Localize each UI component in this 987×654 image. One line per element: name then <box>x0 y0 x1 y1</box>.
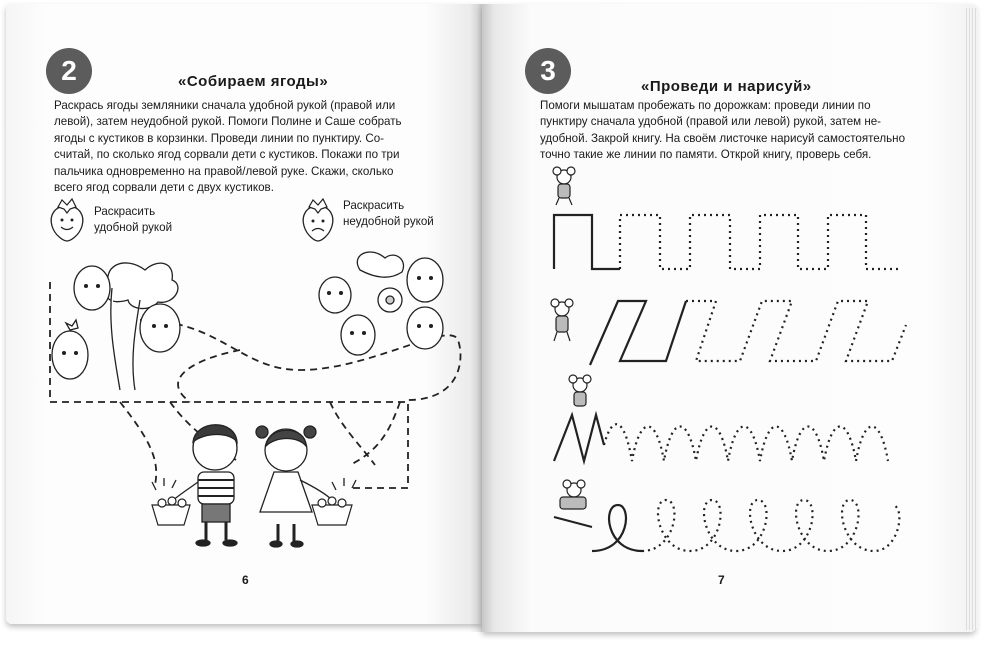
page-edges <box>966 8 978 630</box>
boy-figure <box>168 425 237 546</box>
task-number-badge: 2 <box>46 48 92 94</box>
mouse-icon <box>551 299 573 341</box>
instruction-line: удобной. Закрой книгу. На своём листочке нарисуй самостоятельно <box>540 131 906 145</box>
instruction-line: пунктиру сначала удобной (правой или левой) рукой, затем не- <box>540 115 882 129</box>
solid-trace-line <box>590 301 686 365</box>
strawberry-icon <box>46 196 88 242</box>
task-number-badge: 3 <box>525 48 571 94</box>
strawberry-icon <box>298 196 338 242</box>
basket-icon <box>152 497 190 525</box>
task-title: «Собираем ягоды» <box>178 73 329 90</box>
task-instructions <box>540 98 918 164</box>
instruction-line: ягоды с кустиков в корзинки. Проведи линии по пунктиру. Со- <box>54 131 385 145</box>
instruction-line: считай, по сколько ягод сорвали дети с кустиков. Покажи по три <box>54 148 400 162</box>
task-title: «Проведи и нарисуй» <box>641 78 812 95</box>
task-instructions <box>54 98 434 196</box>
left-strawberry-bush <box>52 263 180 390</box>
legend-inconvenient <box>343 198 434 230</box>
arrow-marks <box>152 478 356 490</box>
instruction-line: левой), затем неудобной рукой. Помоги Полине и Саше собрать <box>54 115 402 129</box>
dotted-trace-line <box>620 215 900 269</box>
legend-convenient <box>94 204 172 236</box>
page-number-left: 6 <box>242 573 249 587</box>
dotted-trace-line <box>686 301 906 361</box>
instruction-line: точно такие же линии по памяти. Открой книгу, проверь себя. <box>540 148 872 162</box>
mouse-icon <box>554 480 592 527</box>
right-strawberry-bush <box>319 252 443 355</box>
legend-line: удобной рукой <box>94 221 173 234</box>
dotted-trace-line <box>604 424 888 461</box>
dotted-trace-line <box>642 500 899 551</box>
tracing-exercises <box>540 165 920 575</box>
basket-icon <box>312 497 352 525</box>
instruction-line: пальчика одновременно на правой/левой руке. Скажи, сколько <box>54 164 394 178</box>
mouse-icon <box>569 375 591 406</box>
legend-line: Раскрасить <box>94 205 156 218</box>
instruction-line: Помоги мышатам пробежать по дорожкам: проведи линии по <box>540 99 871 112</box>
page-number-right: 7 <box>718 573 725 587</box>
legend-line: неудобной рукой <box>343 215 434 228</box>
girl-figure <box>256 426 332 547</box>
solid-trace-line <box>554 215 620 269</box>
instruction-line: всего ягод сорвали дети с двух кустиков. <box>54 181 274 195</box>
mouse-icon <box>553 167 575 205</box>
instruction-line: Раскрась ягоды земляники сначала удобной рукой (правой или <box>54 99 396 112</box>
solid-trace-line <box>554 415 604 461</box>
berry-picking-illustration <box>40 250 470 570</box>
solid-trace-line <box>592 505 642 551</box>
legend-line: Раскрасить <box>343 199 405 212</box>
